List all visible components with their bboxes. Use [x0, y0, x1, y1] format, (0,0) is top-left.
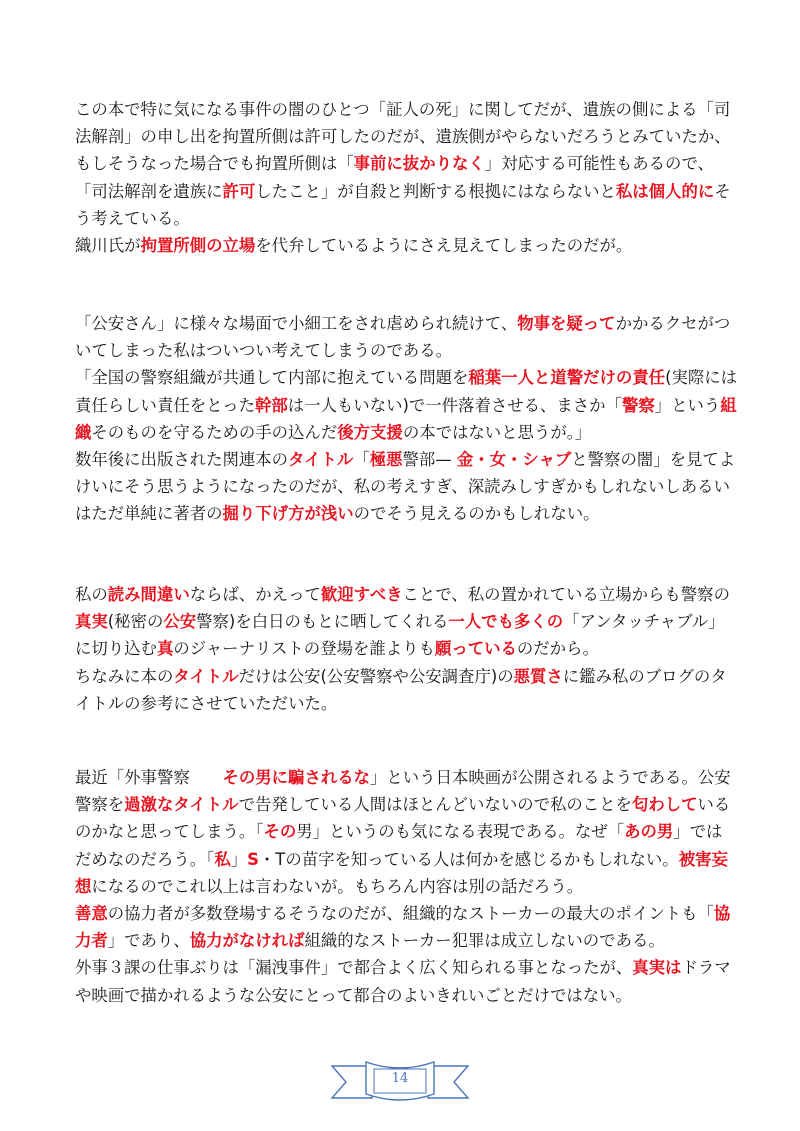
text-span: 法解剖」の申し出を拘置所側は許可したのだが、遺族側がやらないだろうとみていたか、 — [75, 127, 731, 147]
highlighted-text: 織 — [75, 422, 92, 442]
highlighted-text: 悪質さ — [513, 666, 563, 686]
highlighted-text: タイトル — [288, 449, 354, 469]
paragraph-1 — [75, 96, 735, 259]
highlighted-text: タイトル — [173, 666, 239, 686]
text-span: 」であり、 — [107, 931, 190, 951]
text-line — [75, 178, 735, 205]
text-span: ちなみに本の — [75, 666, 174, 686]
highlighted-text: 真 — [156, 639, 174, 659]
text-span: 」という日本映画が公開されるようである。公安 — [370, 768, 731, 787]
text-span: ことで、私の置かれている立場からも警察の — [402, 585, 730, 604]
text-span: だけは公安(公安警察や公安調査庁)の — [238, 666, 514, 686]
text-span: に鑑み私のブログのタ — [562, 666, 727, 686]
text-span: ドラマ — [681, 958, 731, 978]
text-span: に切り込む — [75, 639, 157, 659]
text-line — [75, 791, 735, 818]
highlighted-text: 協力がなければ — [189, 931, 305, 951]
text-line — [75, 764, 735, 791]
text-line — [75, 873, 735, 900]
highlighted-text: 組 — [720, 395, 737, 415]
text-span: いてしまった私はついつい考えてしまうのである。 — [75, 341, 452, 361]
text-line — [75, 392, 735, 419]
highlighted-text: 物事を疑って — [517, 314, 616, 333]
highlighted-text: 掘り下げ方が浅い — [222, 504, 354, 524]
highlighted-text: 稲葉一人と道警だけの責任 — [468, 368, 666, 388]
highlighted-text: 読み間違い — [107, 585, 190, 604]
text-span: の協力者が多数登場するそうなのだが、組織的なストーカーの最大のポイントも「 — [107, 903, 714, 923]
text-span: のかなと思ってしまう。「 — [75, 822, 264, 842]
text-span: 「 — [353, 449, 370, 469]
text-line — [75, 337, 735, 364]
highlighted-text: 過激なタイトル — [124, 795, 239, 815]
text-span: になるのでこれ以上は言わないが。もちろん内容は別の話だろう。 — [91, 876, 584, 896]
highlighted-text: 匂わして — [631, 795, 698, 815]
text-span: いる — [697, 795, 731, 815]
text-line — [75, 446, 735, 473]
text-span: 私の — [75, 585, 108, 604]
text-span: 外事３課の仕事ぶりは「漏洩事件」で都合よく広く知られる事となったが、 — [75, 958, 633, 978]
text-span: ・Tの苗字を知っている人は何かを感じるかもしれない。 — [258, 849, 679, 869]
text-line — [75, 364, 738, 391]
text-span: 「司法解剖を遺族に — [75, 181, 223, 201]
text-span: (秘密の — [107, 612, 164, 632]
highlighted-text: あの男 — [624, 822, 674, 842]
text-span: 警部— — [402, 449, 457, 469]
text-span: 責任らしい責任をとった — [75, 395, 255, 415]
text-span: 」 — [230, 849, 248, 869]
text-line — [75, 635, 735, 662]
highlighted-text: 歓迎すべき — [320, 585, 403, 604]
highlighted-text: 真実は — [632, 958, 682, 978]
text-span: や映画で描かれるような公安にとって都合のよいきれいごとだけではない。 — [75, 985, 632, 1005]
highlighted-text: その — [263, 822, 297, 842]
text-span: のジャーナリストの登場を誰よりも — [173, 639, 435, 659]
text-line — [75, 205, 735, 232]
text-span: (実際には — [665, 368, 738, 388]
text-span: 「アンタッチャブル」 — [563, 612, 725, 632]
text-span: そ — [714, 181, 731, 201]
highlighted-text: 拘置所側の立場 — [140, 235, 256, 255]
page-number-ribbon — [330, 1058, 470, 1106]
text-span: 」対応する可能性もあるので、 — [484, 154, 714, 174]
text-span: けいにそう思うようになったのだが、私の考えすぎ、深読みしすぎかもしれないしあるい — [75, 477, 730, 497]
text-line — [75, 900, 735, 927]
highlighted-text: 力者 — [75, 931, 108, 951]
highlighted-text: 被害妄 — [678, 849, 728, 869]
paragraph-2 — [75, 310, 738, 528]
text-line — [75, 473, 735, 500]
text-span: の本ではないと思うが。」 — [402, 422, 592, 442]
text-span: そのものを守るための手の込んだ — [91, 422, 338, 442]
text-span: もしそうなった場合でも拘置所側は「 — [75, 154, 354, 174]
text-line — [75, 927, 735, 954]
highlighted-text: 想 — [75, 876, 92, 896]
text-line — [75, 846, 735, 873]
text-span: 男」というのも気になる表現である。なぜ「 — [296, 822, 625, 842]
text-span: で告発している人間はほとんどいないので私のことを — [238, 795, 632, 815]
text-span: は一人もいない)で一件落着させる、まさか「 — [287, 395, 622, 415]
text-line — [75, 818, 735, 845]
page-number: 14 — [391, 1071, 409, 1086]
highlighted-text: 公安 — [163, 612, 197, 632]
text-span: 組織的なストーカー犯罪は成立しないのである。 — [304, 931, 665, 951]
text-span: 警察を — [75, 795, 125, 815]
text-span: 」では — [673, 822, 723, 842]
highlighted-text: その男に騙されるな — [222, 768, 371, 787]
text-span: 最近「外事警察 — [75, 768, 223, 787]
highlighted-text: 願っている — [434, 639, 517, 659]
highlighted-text: S — [247, 849, 259, 869]
paragraph-3 — [75, 581, 735, 717]
text-span: を代弁しているようにさえ見えてしまったのだが。 — [255, 235, 633, 255]
text-line — [75, 419, 735, 446]
text-span: のだから。 — [516, 639, 599, 659]
text-line — [75, 982, 735, 1009]
text-line — [75, 954, 735, 981]
text-line — [75, 310, 735, 337]
highlighted-text: 事前に抜かりなく — [353, 154, 485, 174]
text-span: だめなのだろう。「 — [75, 849, 215, 869]
text-span: 」という — [654, 395, 721, 415]
text-span: と警察の闇」を見てよ — [571, 449, 736, 469]
text-span: ならば、かえって — [189, 585, 321, 604]
text-span: 数年後に出版された関連本の — [75, 449, 289, 469]
highlighted-text: 金・女・シャブ — [456, 449, 572, 469]
highlighted-text: 私は個人的に — [615, 181, 715, 201]
text-span: この本で特に気になる事件の闇のひとつ「証人の死」に関してだが、遺族の側による「司 — [75, 100, 731, 119]
text-span: う考えている。 — [75, 208, 190, 228]
highlighted-text: 善意 — [75, 903, 108, 923]
text-line — [75, 690, 735, 717]
text-span: のでそう見えるのかもしれない。 — [353, 504, 600, 524]
text-span: 織川氏が — [75, 235, 141, 255]
highlighted-text: 後方支援 — [337, 422, 403, 442]
highlighted-text: 極悪 — [369, 449, 403, 469]
highlighted-text: 私 — [214, 849, 231, 869]
highlighted-text: 警察 — [621, 395, 655, 415]
text-span: 警察)を白日のもとに晒してくれる — [196, 612, 449, 632]
paragraph-4 — [75, 764, 735, 1009]
text-line — [75, 608, 735, 635]
text-span: はただ単純に著者の — [75, 504, 223, 524]
text-span: したこと」が自殺と判断する根拠にはならないと — [255, 181, 616, 201]
text-span: イトルの参考にさせていただいた。 — [75, 693, 338, 713]
text-span: 「公安さん」に様々な場面で小細工をされ虐められ続けて、 — [75, 314, 518, 333]
highlighted-text: 幹部 — [254, 395, 288, 415]
text-span: かかるクセがつ — [615, 314, 731, 333]
text-line — [75, 96, 735, 123]
text-line — [75, 150, 735, 177]
text-line — [75, 232, 735, 259]
highlighted-text: 真実 — [75, 612, 108, 632]
highlighted-text: 許可 — [222, 181, 256, 201]
highlighted-text: 一人でも多くの — [448, 612, 564, 632]
text-line — [75, 663, 735, 690]
text-line — [75, 500, 735, 527]
text-span: 「全国の警察組織が共通して内部に抱えている問題を — [75, 368, 469, 388]
text-line — [75, 581, 735, 608]
text-line — [75, 123, 735, 150]
highlighted-text: 協 — [713, 903, 731, 923]
